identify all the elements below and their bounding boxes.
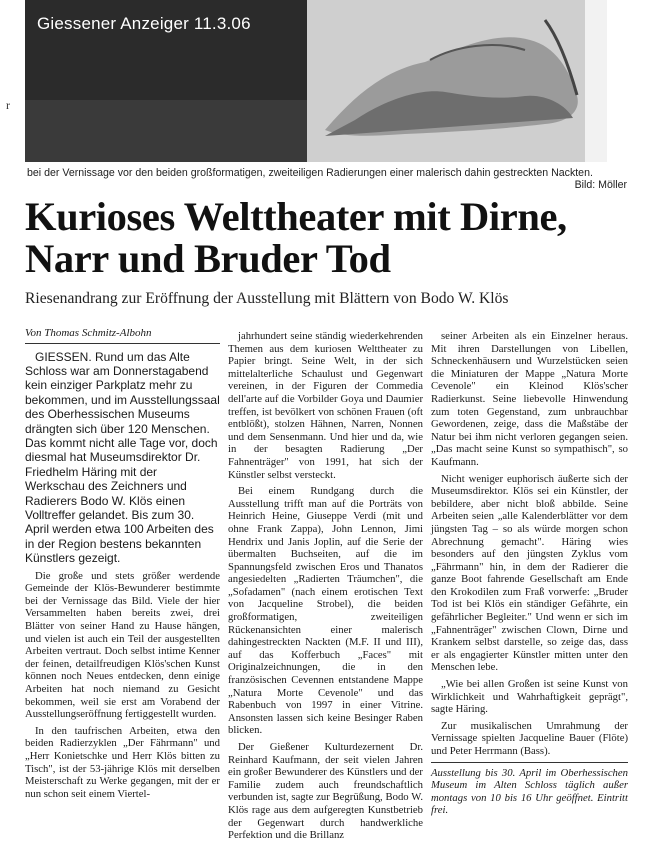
headline: Kurioses Welttheater mit Dirne, Narr und Bruder Tod (25, 194, 567, 281)
body-paragraph: jahrhundert seine ständig wiederkehrenden Themen aus dem kuriosen Welttheater zu Papier bringt. Seine Welt, in der sich mittelalterliche Schaulust und Gegenwart vereinen, in der Figuren der Commedia dell'arte auf die Vorbilder Goya und Daumier treffen, ist bevölkert von schönen Frauen (oft entblößt), stolzen Hähnen, Narren, Nonnen und dem Sensenmann. Und hier und da, wie in der besagten Radierung „Der Fahnenträger" von 1991, hat sich der Künstler selbst versteckt. (228, 330, 423, 481)
article-column-1 (25, 327, 220, 804)
subheadline: Riesenandrang zur Eröffnung der Ausstellung mit Blättern von Bodo W. Klös (25, 290, 509, 307)
exhibition-info-text: Ausstellung bis 30. April im Oberhessischen Museum im Alten Schloss täglich außer montags von 10 bis 16 Uhr geöffnet. Eintritt frei. (431, 766, 628, 817)
article-column-2 (228, 330, 423, 846)
body-paragraph: Der Gießener Kulturdezernent Dr. Reinhard Kaufmann, der seit vielen Jahren ein großer Bewunderer des Künstlers und der Familie zudem auch freundschaftlich verbunden ist, sagte zur Begrüßung, Bodo W. Klös rage aus dem aufgeregten Kunstbetrieb der Gegenwart durch handwerkliche Perfektion und die Brillanz (228, 741, 423, 842)
body-paragraph: Nicht weniger euphorisch äußerte sich der Museumsdirektor. Klös sei ein Künstler, der bebildere, aber nicht bloß abbilde. Seine Arbeiten seien „alle Kalenderblätter vor dem jüngsten Tag – so als würde morgen schon Abrechnung gemacht". Häring wies besonders auf den jüngsten Zyklus vom „Fährmann" hin, in dem der Radierer die ganze Boot fahrende Gesellschaft am Ende den Krokodilen zum Fraß vorwerfe: „Bruder Tod ist bei Klös ein ständiger Gefährte, ein gefährlicher Begleiter." Und wenn er sich im „Fahnenträger" zwischen Clown, Dirne und Krankem selbst darstelle, so zeige das, dass er als engagierter Künstler mitten unter den Menschen lebe. (431, 472, 628, 674)
lead-paragraph: GIESSEN. Rund um das Alte Schloss war am Donnerstagabend kein einziger Parkplatz mehr zu bekommen, und im Ausstellungssaal des Oberhessischen Museums drängten sich über 120 Menschen. Das kommt nicht alle Tage vor, doch diesmal hat Museumsdirektor Dr. Friedhelm Häring mit der Werkschau des Zeichners und Radierers Bodo W. Klös einen Volltreffer gelandet. Bis zum 30. April werden etwa 100 Arbeiten des in der Region bestens bekannten Künstlers gezeigt. (25, 349, 220, 566)
body-paragraph: In den taufrischen Arbeiten, etwa den beiden Radierzyklen „Der Fährmann" und „Herr Konietschke und Herr Klös bitten zu Tisch", ist der 53-jährige Klös mit derselben Meisterschaft zu Werke gegangen, mit der er nun schon seit einem Viertel- (25, 724, 220, 800)
article-column-3 (431, 330, 628, 821)
newspaper-date-label: Giessener Anzeiger 11.3.06 (37, 14, 251, 33)
body-paragraph: Zur musikalischen Umrahmung der Vernissage spielten Jacqueline Bauer (Flöte) und Peter Herrmann (Bass). (431, 719, 628, 757)
article-photo (25, 0, 607, 162)
body-paragraph: „Wie bei allen Großen ist seine Kunst von Wirklichkeit und Wahrhaftigkeit geprägt", sagte Häring. (431, 678, 628, 716)
caption-text: bei der Vernissage vor den beiden großformatigen, zweiteiligen Radierungen einer malerisch dahin gestreckten Nackten. (27, 167, 593, 179)
byline: Von Thomas Schmitz-Albohn (25, 327, 220, 344)
body-paragraph: Die große und stets größer werdende Gemeinde der Klös-Bewunderer bestimmte bei der Vernissage das Bild. Viele der hier Versammelten haben bereits zwei, drei Blätter von seiner Hand zu Hause hängen, und vielen ist auch ein Teil der ausgestellten Arbeiten vertraut. Doch selbst intime Kenner der feinen, detailfreudigen Klös'schen Kunst können noch Neues entdecken, denn einige Arbeiten hat noch niemand zu Gesicht bekommen, weil sie erst am Vorabend der Ausstellungseröffnung fertiggestellt wurden. (25, 569, 220, 721)
exhibition-info (431, 762, 628, 817)
margin-mark: r (6, 98, 10, 112)
photo-credit: Bild: Möller (574, 179, 627, 191)
body-paragraph: Bei einem Rundgang durch die Ausstellung trifft man auf die Porträts von Heinrich Heine, Giuseppe Verdi (mit und ohne Frank Zappa), John Lennon, Jimi Hendrix und Janis Joplin, auf die Serie der übermalten Buchseiten, auf die im Spannungsfeld zwischen Eros und Thanatos angesiedelten „Radierten Träumchen", die „Sofadamen" (nach einem erotischen Text von Jacqueline Strobel), die beiden großformatigen, zweiteiligen Rückenansichten einer malerisch dahingestreckten Nackten (M.F. II und III), auf das Kofferbuch „Faces" mit Originalzeichnungen, die in den französischen Cevennen entstandene Mappe „Natura Morte Cevenole" und das Rabenbuch von 1997 in einer Vitrine. Ansonsten lassen sich keine Besinger Raben blicken. (228, 485, 423, 737)
body-paragraph: seiner Arbeiten als ein Einzelner heraus. Mit ihren Darstellungen von Libellen, Schneckenhäusern und Wurzelstücken seien die Miniaturen der Mappe „Natura Morte Cevenole" ein Kleinod Klös'scher Radierkunst. Seine liebevolle Hinwendung zum toten Gegenstand, zum unbrauchbar Gewordenen, zeige, dass die Maßstäbe der Natur bei ihm nicht verloren gegangen seien. „Das macht seine Kunst so sympathisch", so Kaufmann. (431, 330, 628, 468)
photo-caption (27, 167, 627, 191)
